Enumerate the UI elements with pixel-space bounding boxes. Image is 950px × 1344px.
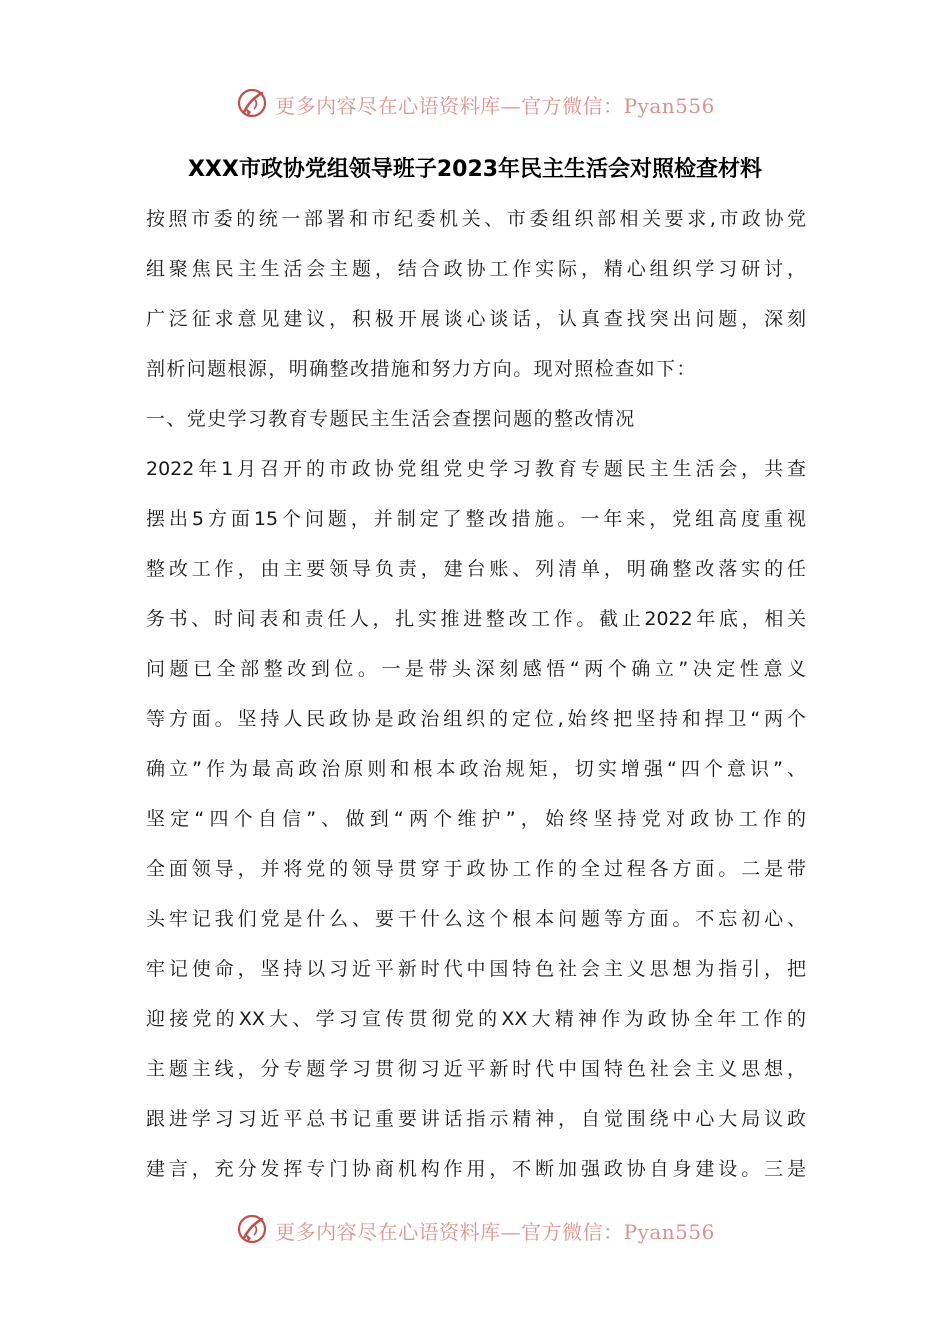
text-line: 2022年1月召开的市政协党组党史学习教育专题民主生活会，共查 [146,458,806,480]
document-title: XXX市政协党组领导班子2023年民主生活会对照检查材料 [187,157,763,182]
text-line: 摆出5方面15个问题，并制定了整改措施。一年来，党组高度重视 [146,508,806,530]
pen-logo-icon [235,1212,271,1248]
text-line: 迎接党的XX大、学习宣传贯彻党的XX大精神作为政协全年工作的 [146,1008,806,1030]
pen-logo-icon [235,86,271,122]
text-line: 全面领导，并将党的领导贯穿于政协工作的全过程各方面。二是带 [146,858,806,880]
text-line: 建言，充分发挥专门协商机构作用，不断加强政协自身建设。三是 [146,1158,806,1180]
text-line: 头牢记我们党是什么、要干什么这个根本问题等方面。不忘初心、 [146,908,806,930]
text-line: 整改工作，由主要领导负责，建台账、列清单，明确整改落实的任 [146,558,806,580]
footer-watermark [0,1210,950,1250]
text-line: 主题主线，分专题学习贯彻习近平新时代中国特色社会主义思想， [146,1058,806,1080]
text-line: 按照市委的统一部署和市纪委机关、市委组织部相关要求,市政协党 [146,208,806,230]
section-heading: 一、党史学习教育专题民主生活会查摆问题的整改情况 [146,408,636,430]
text-line: 剖析问题根源，明确整改措施和努力方向。现对照检查如下： [146,358,697,380]
text-line: 跟进学习习近平总书记重要讲话指示精神，自觉围绕中心大局议政 [146,1108,806,1130]
text-line: 等方面。坚持人民政协是政治组织的定位,始终把坚持和捍卫“两个 [146,708,806,730]
text-line: 务书、时间表和责任人，扎实推进整改工作。截止2022年底，相关 [146,608,806,630]
text-line: 组聚焦民主生活会主题，结合政协工作实际，精心组织学习研讨， [146,258,806,280]
text-line: 问题已全部整改到位。一是带头深刻感悟“两个确立”决定性意义 [146,658,806,680]
text-line: 坚定“四个自信”、做到“两个维护”，始终坚持党对政协工作的 [146,808,806,830]
text-line: 广泛征求意见建议，积极开展谈心谈话，认真查找突出问题，深刻 [146,308,806,330]
watermark-text: 更多内容尽在心语资料库—官方微信：Pyan556 [275,93,715,118]
watermark-text: 更多内容尽在心语资料库—官方微信：Pyan556 [275,1219,715,1244]
header-watermark [0,84,950,124]
document-body [146,196,806,1196]
text-line: 牢记使命，坚持以习近平新时代中国特色社会主义思想为指引，把 [146,958,806,980]
text-line: 确立”作为最高政治原则和根本政治规矩，切实增强“四个意识”、 [146,758,806,780]
